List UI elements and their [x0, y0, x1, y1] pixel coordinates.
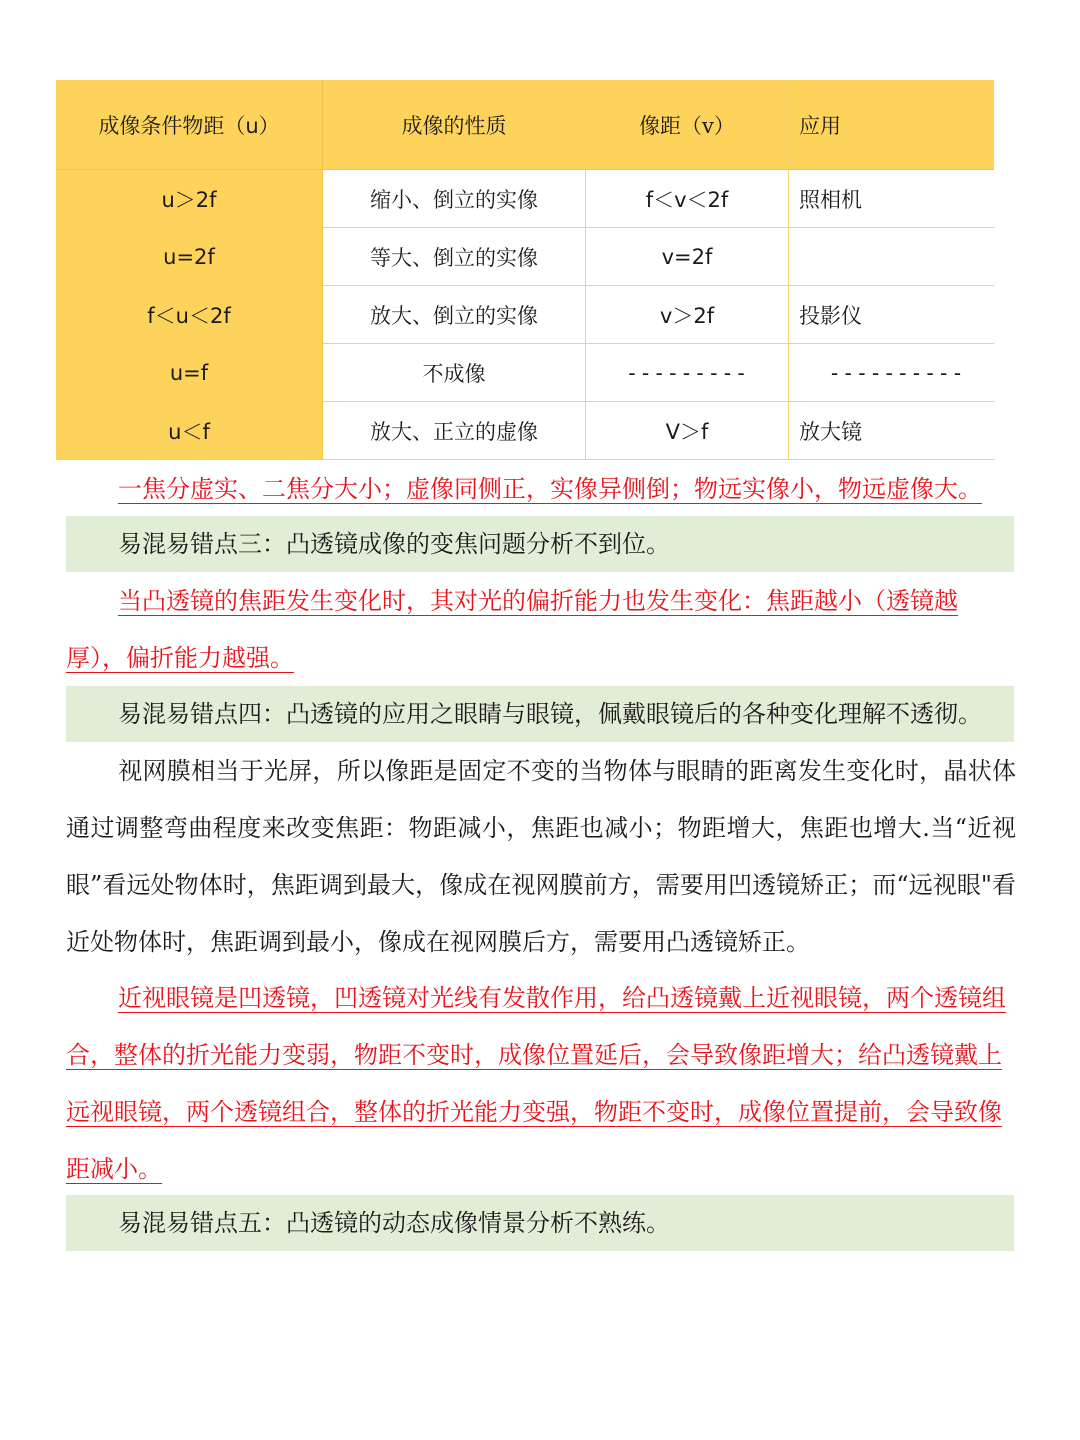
table-cell: u＞2f — [56, 170, 323, 228]
section-title-point-5: 易混易错点五：凸透镜的动态成像情景分析不熟练。 — [66, 1195, 1014, 1251]
table-cell: 不成像 — [323, 344, 586, 402]
point-3-note — [66, 573, 1016, 687]
point-3-note-text: 当凸透镜的焦距发生变化时，其对光的偏折能力也发生变化：焦距越小（透镜越厚），偏折能力越强。 — [66, 587, 958, 672]
lens-imaging-table — [56, 80, 994, 460]
table-cell: u＜f — [56, 402, 323, 460]
table-header-cell: 像距（v） — [586, 80, 789, 170]
table-cell: 放大、倒立的实像 — [323, 286, 586, 344]
point-4-note-text: 近视眼镜是凹透镜，凹透镜对光线有发散作用，给凸透镜戴上近视眼镜，两个透镜组合，整体的折光能力变弱，物距不变时，成像位置延后，会导致像距增大；给凸透镜戴上远视眼镜，两个透镜组合，整体的折光能力变强，物距不变时，成像位置提前，会导致像距减小。 — [66, 984, 1006, 1183]
table-cell — [789, 228, 995, 286]
point-4-note — [66, 970, 1016, 1198]
table-cell: V＞f — [586, 402, 789, 460]
table-cell: 放大镜 — [789, 402, 995, 460]
point-4-body-text: 视网膜相当于光屏，所以像距是固定不变的当物体与眼睛的距离发生变化时，晶状体通过调整弯曲程度来改变焦距：物距减小，焦距也减小；物距增大，焦距也增大.当“近视眼”看远处物体时，焦距调到最大，像成在视网膜前方，需要用凹透镜矫正；而“远视眼"看近处物体时，焦距调到最小，像成在视网膜后方，需要用凸透镜矫正。 — [66, 757, 1016, 956]
table-cell: --------- — [586, 344, 789, 402]
table-cell: u=2f — [56, 228, 323, 286]
mnemonic-note — [66, 461, 1016, 518]
table-cell: f＜u＜2f — [56, 286, 323, 344]
table-cell: v=2f — [586, 228, 789, 286]
table-cell: 照相机 — [789, 170, 995, 228]
table-row — [56, 170, 994, 228]
section-title-point-4: 易混易错点四：凸透镜的应用之眼睛与眼镜，佩戴眼镜后的各种变化理解不透彻。 — [66, 686, 1014, 742]
table-row — [56, 286, 994, 344]
table-cell: f＜v＜2f — [586, 170, 789, 228]
table-row — [56, 402, 994, 460]
section-title-point-3: 易混易错点三：凸透镜成像的变焦问题分析不到位。 — [66, 516, 1014, 572]
table-cell: u=f — [56, 344, 323, 402]
table-cell: 等大、倒立的实像 — [323, 228, 586, 286]
table-row — [56, 228, 994, 286]
table-cell: 投影仪 — [789, 286, 995, 344]
table-cell: ---------- — [789, 344, 995, 402]
table-header-cell: 应用 — [789, 80, 995, 170]
mnemonic-text: 一焦分虚实、二焦分大小；虚像同侧正，实像异侧倒；物远实像小，物远虚像大。 — [118, 475, 982, 503]
table-cell: 缩小、倒立的实像 — [323, 170, 586, 228]
table-header-cell: 成像的性质 — [323, 80, 586, 170]
table-header-cell: 成像条件物距（u） — [56, 80, 323, 170]
table-cell: 放大、正立的虚像 — [323, 402, 586, 460]
table-header-row — [56, 80, 994, 170]
table-row — [56, 344, 994, 402]
table-cell: v＞2f — [586, 286, 789, 344]
point-4-body — [66, 743, 1016, 971]
